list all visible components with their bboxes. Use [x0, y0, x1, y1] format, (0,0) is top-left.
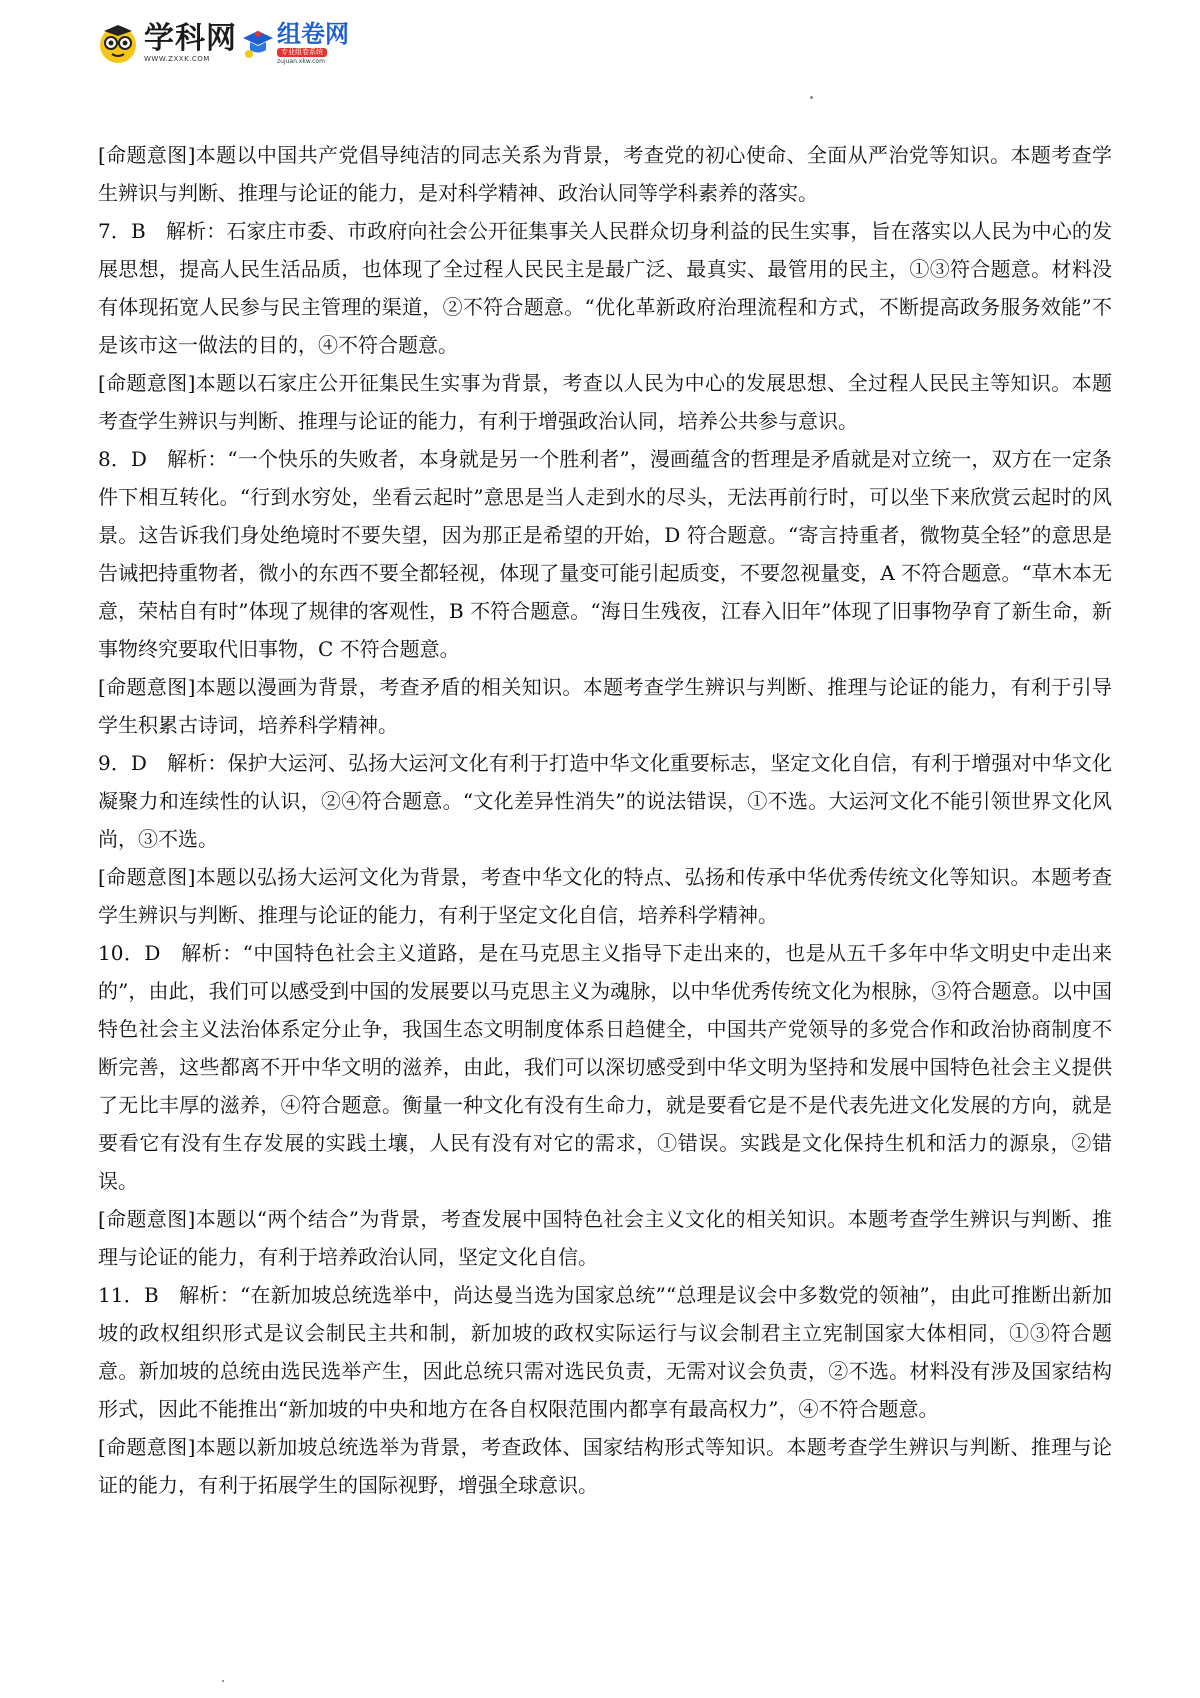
paragraph-intent-7: [命题意图]本题以石家庄公开征集民生实事为背景，考查以人民为中心的发展思想、全过程人民民主等知识。本题考查学生辨识与判断、推理与论证的能力，有利于增强政治认同，培养公共参与意识。: [98, 371, 1112, 433]
footer-dot: [222, 1680, 224, 1682]
zujuan-logo-url: zujuan.xkw.com: [277, 57, 325, 65]
paragraph-intent-6: [命题意图]本题以中国共产党倡导纯洁的同志关系为背景，考查党的初心使命、全面从严治党等知识。本题考查学生辨识与判断、推理与论证的能力，是对科学精神、政治认同等学科素养的落实。: [98, 143, 1112, 205]
scan-dot: [810, 96, 813, 99]
paragraph-answer-9: 9．D 解析：保护大运河、弘扬大运河文化有利于打造中华文化重要标志，坚定文化自信，有利于增强对中华文化凝聚力和连续性的认识，②④符合题意。“文化差异性消失”的说法错误，①不选。大运河文化不能引领世界文化风尚，③不选。: [98, 751, 1112, 851]
paragraph-answer-10: 10．D 解析：“中国特色社会主义道路，是在马克思主义指导下走出来的，也是从五千多年中华文明史中走出来的”，由此，我们可以感受到中国的发展要以马克思主义为魂脉，以中华优秀传统文化为根脉，③符合题意。以中国特色社会主义法治体系定分止争，我国生态文明制度体系日趋健全，中国共产党领导的多党合作和政治协商制度不断完善，这些都离不开中华文明的滋养，由此，我们可以深切感受到中华文明为坚持和发展中国特色社会主义提供了无比丰厚的滋养，④符合题意。衡量一种文化有没有生命力，就是要看它是不是代表先进文化发展的方向，就是要看它有没有生存发展的实践土壤，人民有没有对它的需求，①错误。实践是文化保持生机和活力的源泉，②错误。: [98, 941, 1112, 1193]
answer-content: [98, 136, 1112, 1504]
zxxk-logo: [144, 20, 237, 63]
header-logo-bar: [96, 18, 349, 68]
paragraph-intent-11: [命题意图]本题以新加坡总统选举为背景，考查政体、国家结构形式等知识。本题考查学生辨识与判断、推理与论证的能力，有利于拓展学生的国际视野，增强全球意识。: [98, 1435, 1112, 1497]
paragraph-intent-10: [命题意图]本题以“两个结合”为背景，考查发展中国特色社会主义文化的相关知识。本题考查学生辨识与判断、推理与论证的能力，有利于培养政治认同，坚定文化自信。: [98, 1207, 1112, 1269]
paragraph-answer-8: 8．D 解析：“一个快乐的失败者，本身就是另一个胜利者”，漫画蕴含的哲理是矛盾就是对立统一，双方在一定条件下相互转化。“行到水穷处，坐看云起时”意思是当人走到水的尽头，无法再前行时，可以坐下来欣赏云起时的风景。这告诉我们身处绝境时不要失望，因为那正是希望的开始，D 符合题意。“寄言持重者，微物莫全轻”的意思是告诫把持重物者，微小的东西不要全都轻视，体现了量变可能引起质变，不要忽视量变，A 不符合题意。“草木本无意，荣枯自有时”体现了规律的客观性，B 不符合题意。“海日生残夜，江春入旧年”体现了旧事物孕育了新生命，新事物终究要取代旧事物，C 不符合题意。: [98, 447, 1112, 661]
zxxk-logo-url: WWW.ZXXK.COM: [144, 54, 210, 63]
paragraph-answer-7: 7．B 解析：石家庄市委、市政府向社会公开征集事关人民群众切身利益的民生实事，旨在落实以人民为中心的发展思想，提高人民生活品质，也体现了全过程人民民主是最广泛、最真实、最管用的民主，①③符合题意。材料没有体现拓宽人民参与民主管理的渠道，②不符合题意。“优化革新政府治理流程和方式，不断提高政务服务效能”不是该市这一做法的目的，④不符合题意。: [98, 219, 1112, 357]
paragraph-answer-11: 11．B 解析：“在新加坡总统选举中，尚达曼当选为国家总统”“总理是议会中多数党的领袖”，由此可推断出新加坡的政权组织形式是议会制民主共和制，新加坡的政权实际运行与议会制君主立宪制国家大体相同，①③符合题意。新加坡的总统由选民选举产生，因此总统只需对选民负责，无需对议会负责，②不选。材料没有涉及国家结构形式，因此不能推出“新加坡的中央和地方在各自权限范围内都享有最高权力”，④不符合题意。: [98, 1283, 1112, 1421]
paragraph-intent-9: [命题意图]本题以弘扬大运河文化为背景，考查中华文化的特点、弘扬和传承中华优秀传统文化等知识。本题考查学生辨识与判断、推理与论证的能力，有利于坚定文化自信，培养科学精神。: [98, 865, 1112, 927]
zujuan-logo: [277, 19, 349, 65]
paragraph-intent-8: [命题意图]本题以漫画为背景，考查矛盾的相关知识。本题考查学生辨识与判断、推理与论证的能力，有利于引导学生积累古诗词，培养科学精神。: [98, 675, 1112, 737]
mascot-owl-icon: [96, 21, 140, 65]
zujuan-logo-text: 组卷网: [277, 19, 349, 48]
zujuan-logo-badge: 专业组卷系统: [277, 48, 327, 57]
graduation-hat-icon: [241, 26, 275, 60]
zxxk-logo-text: 学科网: [144, 20, 237, 56]
